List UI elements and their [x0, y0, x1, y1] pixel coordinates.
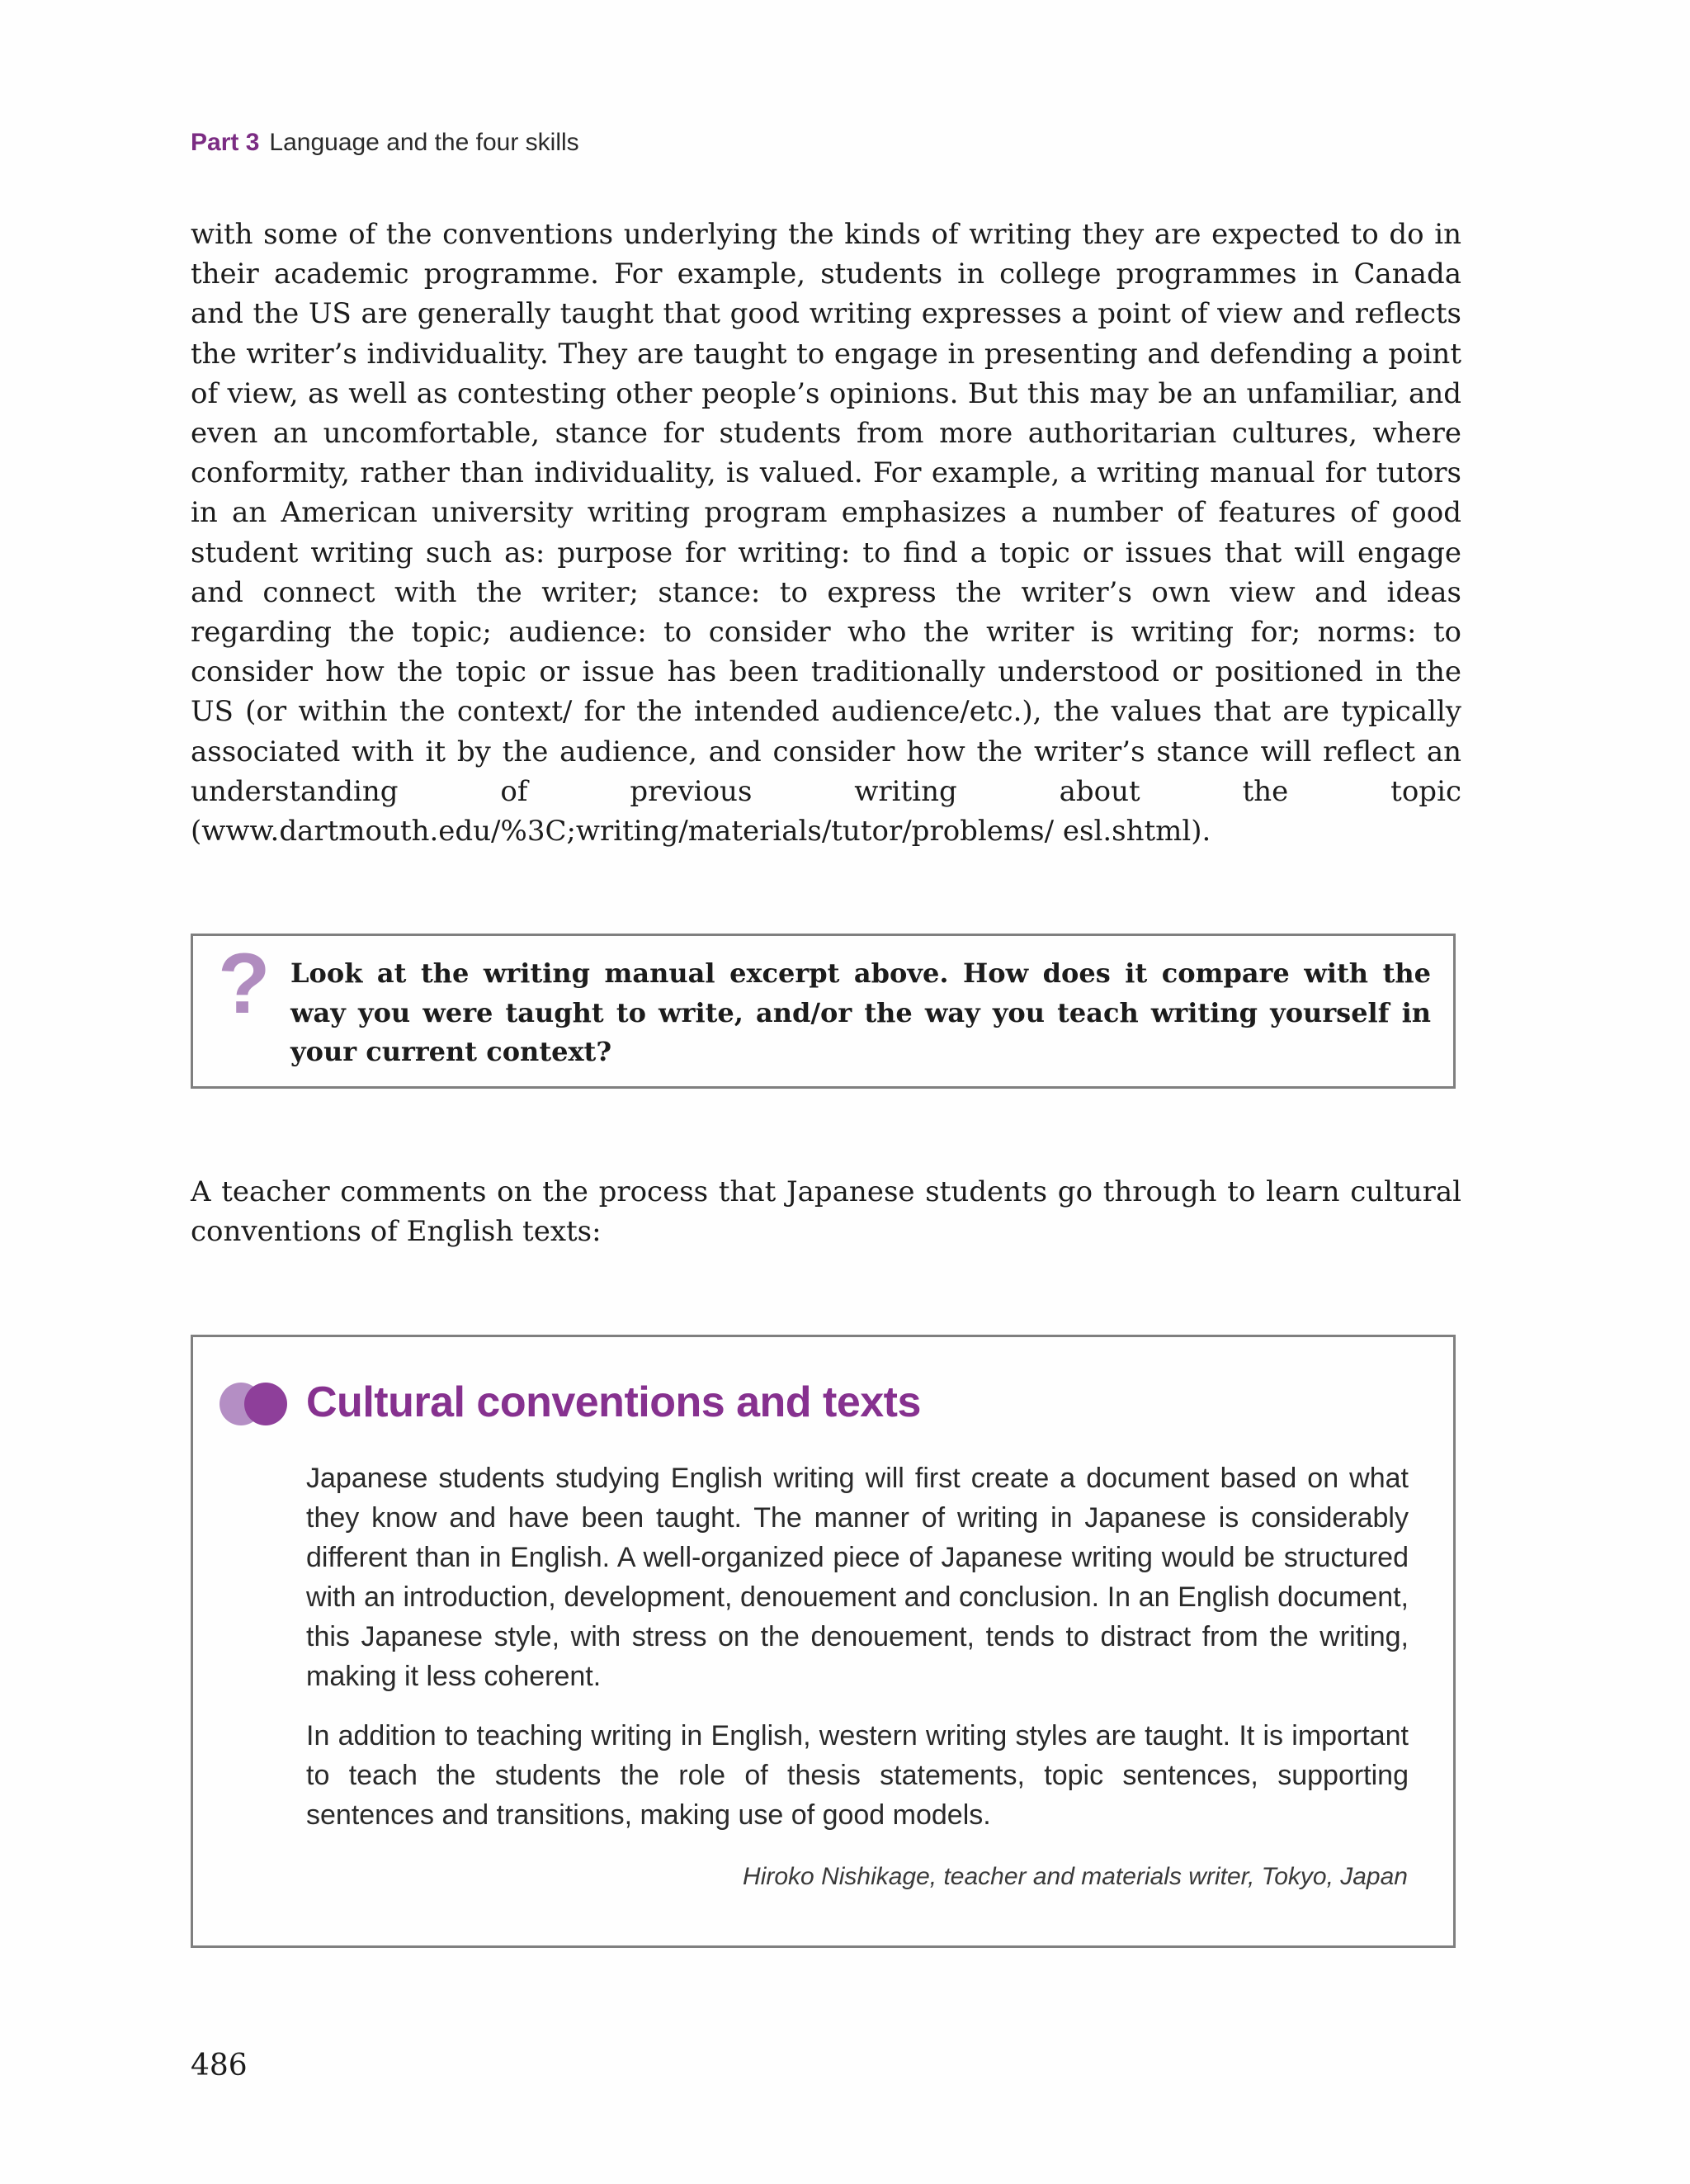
- running-head: [191, 129, 579, 157]
- case-box-paragraph-1: Japanese students studying English writing will first create a document based on what they know and have been taught. The manner of writing in Japanese is considerably different than in English. A well-organized piece of Japanese writing would be structured with an introduction, development, denouement and conclusion. In an English document, this Japanese style, with stress on the denouement, tends to distract from the writing, making it less coherent.: [306, 1463, 1409, 1692]
- case-box-paragraph-2: In addition to teaching writing in English, western writing styles are taught. It is important to teach the students the role of thesis statements, topic sentences, supporting sentences and transitions, making use of good models.: [306, 1720, 1409, 1831]
- case-study-box: [191, 1335, 1456, 1948]
- body-paragraph-2: A teacher comments on the process that Japanese students go through to learn cultural conventions of English texts:: [191, 1175, 1461, 1249]
- body-paragraph-1: with some of the conventions underlying the kinds of writing they are expected to do in their academic programme. For example, students in college programmes in Canada and the US are generally taught that good writing expresses a point of view and reflects the writer’s individuality. They are taught to engage in presenting and defending a point of view, as well as contesting other people’s opinions. But this may be an unfamiliar, and even an uncomfortable, stance for students from more authoritarian cultures, where conformity, rather than individuality, is valued. For example, a writing manual for tutors in an American university writing program emphasizes a number of features of good student writing such as: purpose for writing: to find a topic or issues that will engage and connect with the writer; stance: to express the writer’s own view and ideas regarding the topic; audience: to consider who the writer is writing for; norms: to consider how the topic or issue has been traditionally understood or positioned in the US (or within the context/ for the intended audience/etc.), the values that are typically associated with it by the audience, and consider how the writer’s stance will reflect an understanding of previous writing about the topic (www.dartmouth.edu/%3C;writing/materials/tutor/problems/ esl.shtml).: [191, 218, 1461, 849]
- question-box: [191, 934, 1456, 1089]
- case-box-attribution: Hiroko Nishikage, teacher and materials writer, Tokyo, Japan: [743, 1863, 1408, 1890]
- running-head-part: Part 3: [191, 129, 260, 156]
- dark-circle-icon: [244, 1383, 287, 1425]
- case-box-title: Cultural conventions and texts: [306, 1378, 921, 1426]
- page-number: 486: [191, 2049, 248, 2082]
- running-head-title: Language and the four skills: [269, 129, 579, 156]
- question-mark-icon: ?: [218, 936, 271, 1032]
- question-text: Look at the writing manual excerpt above. How does it compare with the way you were taught to write, and/or the way you teach writing yourself in your current context?: [290, 957, 1431, 1067]
- double-circle-icon: [220, 1383, 290, 1429]
